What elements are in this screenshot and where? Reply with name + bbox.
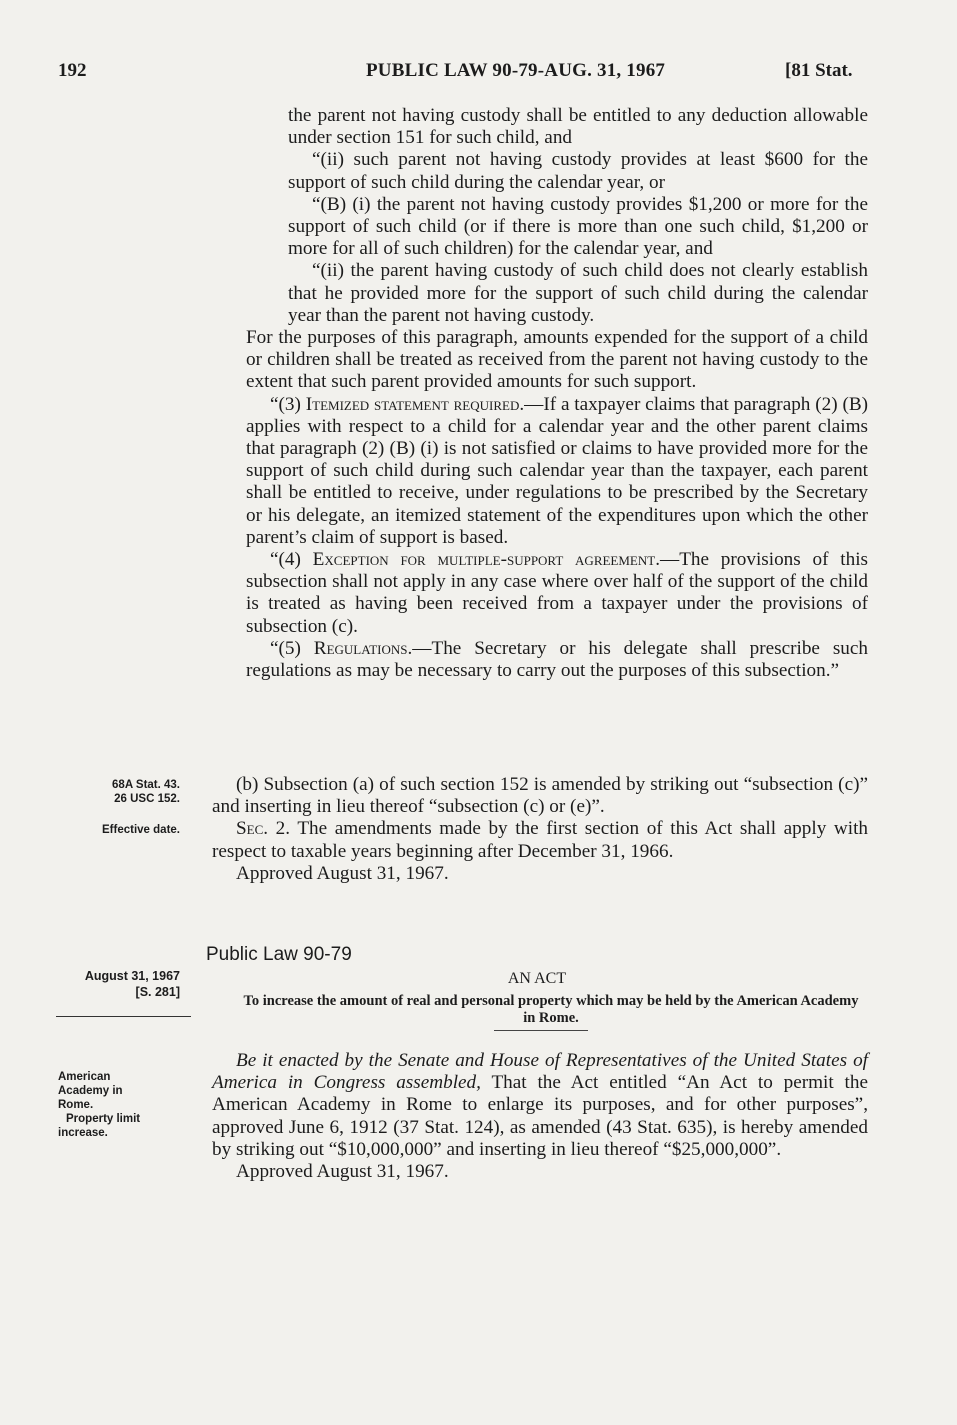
margin-note-citation: 68A Stat. 43. 26 USC 152. bbox=[112, 779, 180, 805]
paragraph: “(4) Exception for multiple-support agreement.—The provisions of this subsection shall not apply in any case where over half of the support of the child is treated as having been received from a taxpayer under the provisions of subsection (c). bbox=[246, 549, 868, 637]
running-title: PUBLIC LAW 90-79-AUG. 31, 1967 bbox=[366, 60, 666, 81]
act-purpose: To increase the amount of real and personal property which may be held by the American Academy in Rome. bbox=[243, 993, 859, 1026]
page-header bbox=[0, 60, 957, 90]
paragraph: “(5) Regulations.—The Secretary or his delegate shall prescribe such regulations as may be necessary to carry out the purposes of this subsection.” bbox=[246, 637, 869, 682]
margin-note-date: August 31, 1967 [S. 281] bbox=[84, 969, 180, 999]
paragraph-heading: Itemized statement required. bbox=[305, 393, 525, 415]
paragraph: Sec. 2. The amendments made by the first section of this Act shall apply with respect to taxable years beginning after December 31, 1966. bbox=[212, 818, 868, 862]
paragraph: (b) Subsection (a) of such section 152 is amended by striking out “subsection (c)” and inserting in lieu thereof “subsection (c) or (e)”. bbox=[212, 774, 868, 818]
act-text bbox=[212, 1050, 868, 1183]
approval-line: Approved August 31, 1967. bbox=[236, 862, 449, 884]
paragraph-heading: Regulations. bbox=[313, 637, 413, 659]
margin-note-effective: Effective date. bbox=[102, 824, 180, 836]
paragraph: For the purposes of this paragraph, amounts expended for the support of a child or children shall be treated as received from the parent not having custody to the extent that such parent provided amounts for such support. bbox=[246, 327, 868, 393]
purpose-rule bbox=[494, 1030, 588, 1031]
public-law-number: Public Law 90-79 bbox=[206, 944, 352, 965]
approval-line: Approved August 31, 1967. bbox=[236, 1161, 449, 1183]
margin-rule bbox=[56, 1016, 191, 1017]
an-act-heading: AN ACT bbox=[507, 970, 567, 987]
paragraph: “(ii) the parent having custody of such child does not clearly establish that he provided more for the support of such child during the calendar year than the parent not having custody. bbox=[288, 260, 868, 326]
paragraph: “(ii) such parent not having custody provides at least $600 for the support of such child during the calendar year, or bbox=[288, 149, 868, 193]
stat-reference: [81 Stat. bbox=[785, 60, 853, 81]
paragraph: “(B) (i) the parent not having custody provides $1,200 or more for the support of such child (or if there is more than one such child, $1,200 or more for all of such children) for the calendar year, and bbox=[288, 193, 868, 260]
page-number: 192 bbox=[58, 60, 87, 81]
section-text-2 bbox=[212, 774, 868, 885]
margin-note-subject: American Academy in Rome. Property limit increase. bbox=[58, 1071, 141, 1139]
paragraph-heading: Exception for multiple-support agreement. bbox=[312, 549, 660, 571]
enacting-clause: Be it enacted by the Senate and House of Representatives of the United States of America in Congress assembled, That the Act entitled “An Act to permit the American Academy in Rome to enlarge its purposes, and for other purposes”, approved June 6, 1912 (37 Stat. 124), as amended (43 Stat. 635), is hereby amended by striking out “$10,000,000” and inserting in lieu thereof “$25,000,000”. bbox=[212, 1050, 868, 1160]
section-text bbox=[246, 105, 868, 682]
paragraph: the parent not having custody shall be entitled to any deduction allowable under section 151 for such child, and bbox=[288, 105, 868, 149]
paragraph: “(3) Itemized statement required.—If a taxpayer claims that paragraph (2) (B) applies with respect to a child for a calendar year and the other parent claims that paragraph (2) (B) (i) is not satisfied or claims to have provided more for the support of such child during such calendar year than the taxpayer, each parent shall be entitled to receive, under regulations to be prescribed by the Secretary or his delegate, an itemized statement of the expenditures upon which the other parent’s claim of support is based. bbox=[246, 393, 869, 548]
